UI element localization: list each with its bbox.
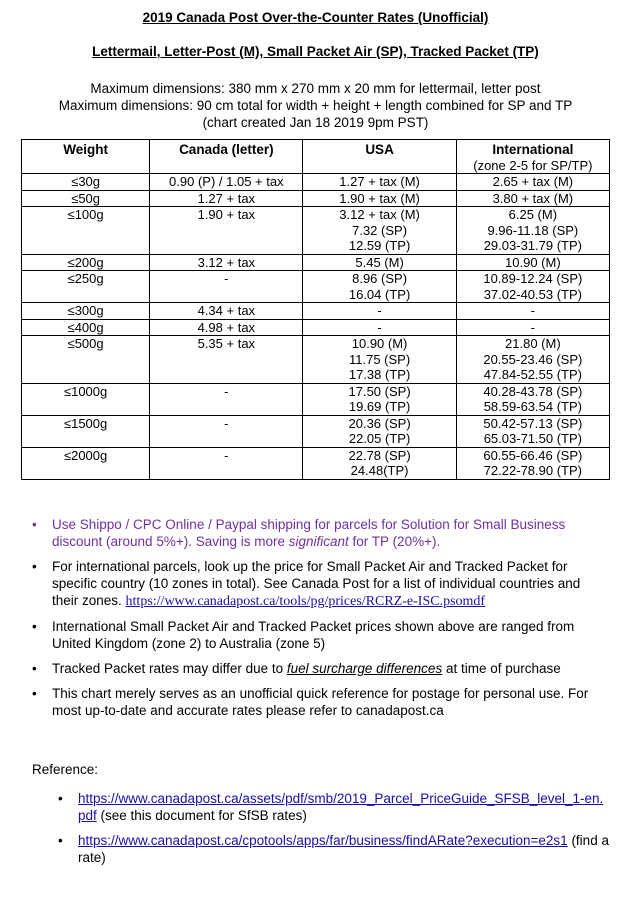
cell-line: 20.36 (SP) <box>348 415 411 431</box>
header-international-label: International <box>492 142 574 157</box>
cell-canada <box>150 271 303 303</box>
cell-usa <box>303 207 456 255</box>
table-row <box>22 303 610 320</box>
cell-line: - <box>530 303 536 318</box>
cell-line: - <box>377 319 382 335</box>
cell-line: 17.50 (SP) <box>348 383 411 399</box>
cell-weight: ≤50g <box>22 190 150 207</box>
cell-line: 0.90 (P) / 1.05 + tax <box>169 174 284 189</box>
cell-canada <box>150 383 303 415</box>
find-rate-link[interactable]: https://www.canadapost.ca/cpotools/apps/far/business/findARate?execution=e2s1 <box>78 833 568 848</box>
table-row <box>22 174 610 191</box>
note-text: Tracked Packet rates may differ due to <box>52 661 287 676</box>
cell-line: - <box>377 303 382 318</box>
cell-line: 6.25 (M) <box>508 207 558 222</box>
cell-line: - <box>530 319 536 335</box>
cell-usa <box>303 319 456 336</box>
cell-line: 12.59 (TP) <box>348 238 411 253</box>
cell-line: 40.28-43.78 (SP) <box>483 383 583 399</box>
cell-canada <box>150 447 303 479</box>
dimensions-line-lettermail: Maximum dimensions: 380 mm x 270 mm x 20 mm for lettermail, letter post <box>90 81 541 96</box>
cell-weight: ≤300g <box>22 303 150 320</box>
cell-line: 19.69 (TP) <box>348 399 411 414</box>
cell-intl <box>456 207 609 255</box>
note-text: International Small Packet Air and Tracked Packet prices shown above are ranged from United Kingdom (zone 2) to Australia (zone 5) <box>52 619 575 651</box>
header-canada: Canada (letter) <box>150 140 303 174</box>
cell-weight: ≤1500g <box>22 415 150 447</box>
table-row <box>22 271 610 303</box>
cell-usa <box>303 174 456 191</box>
cell-usa <box>303 383 456 415</box>
cell-line: 11.75 (SP) <box>348 351 411 367</box>
cell-canada <box>150 254 303 271</box>
cell-line: 65.03-71.50 (TP) <box>483 431 582 446</box>
cell-line: 29.03-31.79 (TP) <box>483 238 582 253</box>
cell-usa <box>303 271 456 303</box>
cell-canada <box>150 190 303 207</box>
cell-usa <box>303 336 456 384</box>
note-price-range <box>0 618 600 652</box>
notes-list <box>0 516 600 727</box>
cell-line: 20.55-23.46 (SP) <box>483 351 583 367</box>
cell-canada <box>150 336 303 384</box>
rates-table <box>21 139 610 480</box>
note-emphasis: significant <box>288 534 349 549</box>
table-row <box>22 415 610 447</box>
cell-line: 1.27 + tax (M) <box>339 174 420 189</box>
dimensions-block <box>0 80 631 131</box>
note-text: For international parcels, look up the price for Small Packet Air and Tracked Packet for specific country (10 zones in total). See Canada Post for a list of individual countries and their zones. <box>52 559 581 608</box>
page-title: 2019 Canada Post Over-the-Counter Rates (Unofficial) <box>142 10 489 25</box>
cell-line: 37.02-40.53 (TP) <box>483 286 582 302</box>
cell-weight: ≤400g <box>22 319 150 336</box>
note-shipping-discount <box>0 516 600 550</box>
cell-line: 1.90 + tax <box>197 207 256 222</box>
cell-line: 22.05 (TP) <box>348 431 411 446</box>
note-text: Use Shippo / CPC Online / Paypal shipping for parcels for Solution for Small Business discount (around 5%+). Saving is more <box>52 517 566 549</box>
cell-line: - <box>224 383 229 399</box>
cell-line: 10.90 (M) <box>505 254 561 270</box>
cell-line: 21.80 (M) <box>505 336 561 351</box>
table-row <box>22 383 610 415</box>
reference-note: (find a rate) <box>78 833 609 865</box>
reference-item-price-guide <box>0 790 610 824</box>
cell-intl <box>456 254 609 271</box>
table-row <box>22 336 610 384</box>
cell-canada <box>150 415 303 447</box>
bullet: • <box>58 833 63 848</box>
rates-table-body <box>22 174 610 480</box>
cell-line: 16.04 (TP) <box>348 286 411 302</box>
cell-line: 24.48(TP) <box>350 463 409 478</box>
cell-intl <box>456 174 609 191</box>
cell-line: 10.89-12.24 (SP) <box>483 271 583 286</box>
cell-line: 1.90 + tax (M) <box>339 190 420 206</box>
cell-line: 47.84-52.55 (TP) <box>483 367 582 382</box>
cell-line: 2.65 + tax (M) <box>492 174 574 189</box>
table-row <box>22 447 610 479</box>
note-text: at time of purchase <box>442 661 561 676</box>
cell-weight: ≤200g <box>22 254 150 271</box>
cell-intl <box>456 447 609 479</box>
cell-line: 58.59-63.54 (TP) <box>483 399 582 414</box>
cell-usa <box>303 447 456 479</box>
cell-weight: ≤100g <box>22 207 150 255</box>
reference-note: (see this document for SfSB rates) <box>96 808 307 823</box>
header-usa: USA <box>303 140 456 174</box>
table-header-row <box>22 140 610 174</box>
cell-canada <box>150 303 303 320</box>
cell-line: - <box>224 271 229 286</box>
cell-line: 9.96-11.18 (SP) <box>487 222 579 238</box>
cell-canada <box>150 319 303 336</box>
reference-heading: Reference: <box>32 762 99 777</box>
note-disclaimer <box>0 685 600 719</box>
cell-usa <box>303 415 456 447</box>
cell-line: 3.80 + tax (M) <box>492 190 574 206</box>
cell-line: 1.27 + tax <box>197 190 256 206</box>
note-international-zones <box>0 558 600 610</box>
note-fuel-surcharge <box>0 660 600 677</box>
cell-weight: ≤30g <box>22 174 150 191</box>
dimensions-line-parcels: Maximum dimensions: 90 cm total for width + height + length combined for SP and TP <box>58 98 573 113</box>
cell-intl <box>456 319 609 336</box>
note-emphasis: fuel surcharge differences <box>286 661 443 676</box>
note-text: This chart merely serves as an unofficial quick reference for postage for personal use. For most up-to-date and accurate rates please refer to canadapost.ca <box>52 686 589 718</box>
table-row <box>22 190 610 207</box>
cell-line: 72.22-78.90 (TP) <box>483 463 582 478</box>
reference-item-find-rate <box>0 832 610 866</box>
cell-weight: ≤1000g <box>22 383 150 415</box>
header-international <box>456 140 609 174</box>
cell-intl <box>456 271 609 303</box>
cell-intl <box>456 415 609 447</box>
cell-intl <box>456 336 609 384</box>
reference-list <box>0 790 610 874</box>
cell-usa <box>303 190 456 207</box>
header-weight: Weight <box>22 140 150 174</box>
bullet: • <box>32 619 37 634</box>
cell-canada <box>150 174 303 191</box>
bullet: • <box>58 791 63 806</box>
table-row <box>22 207 610 255</box>
cell-canada <box>150 207 303 255</box>
price-guide-link[interactable]: https://www.canadapost.ca/assets/pdf/smb/2019_Parcel_PriceGuide_SFSB_level_1-en.pdf <box>78 791 604 823</box>
bullet: • <box>32 686 37 701</box>
cell-line: 60.55-66.46 (SP) <box>483 447 583 463</box>
table-row <box>22 319 610 336</box>
cell-intl <box>456 190 609 207</box>
bullet: • <box>32 661 37 676</box>
cell-line: 7.32 (SP) <box>352 222 408 238</box>
cell-line: - <box>224 447 229 463</box>
cell-line: - <box>224 415 229 431</box>
cell-line: 5.45 (M) <box>355 254 404 270</box>
cell-line: 5.35 + tax <box>197 336 256 351</box>
bullet: • <box>32 517 37 532</box>
cell-weight: ≤250g <box>22 271 150 303</box>
note-text: for TP (20%+). <box>348 534 441 549</box>
cell-line: 3.12 + tax (M) <box>339 207 420 222</box>
chart-created-date: (chart created Jan 18 2019 9pm PST) <box>202 115 429 130</box>
cell-usa <box>303 303 456 320</box>
header-international-zones: (zone 2-5 for SP/TP) <box>473 157 593 173</box>
cell-line: 4.34 + tax <box>197 303 256 318</box>
cell-usa <box>303 254 456 271</box>
cell-weight: ≤2000g <box>22 447 150 479</box>
cell-line: 3.12 + tax <box>197 254 256 270</box>
cell-intl <box>456 383 609 415</box>
cell-line: 8.96 (SP) <box>352 271 408 286</box>
cell-weight: ≤500g <box>22 336 150 384</box>
cell-line: 50.42-57.13 (SP) <box>483 415 583 431</box>
page-subtitle: Lettermail, Letter-Post (M), Small Packet Air (SP), Tracked Packet (TP) <box>92 44 539 59</box>
cell-line: 4.98 + tax <box>197 319 256 335</box>
cell-line: 10.90 (M) <box>351 336 408 351</box>
cell-intl <box>456 303 609 320</box>
table-row <box>22 254 610 271</box>
zones-link[interactable]: https://www.canadapost.ca/tools/pg/prices/RCRZ-e-ISC.psomdf <box>125 594 486 609</box>
cell-line: 22.78 (SP) <box>348 447 411 463</box>
bullet: • <box>32 559 37 574</box>
cell-line: 17.38 (TP) <box>348 367 411 382</box>
